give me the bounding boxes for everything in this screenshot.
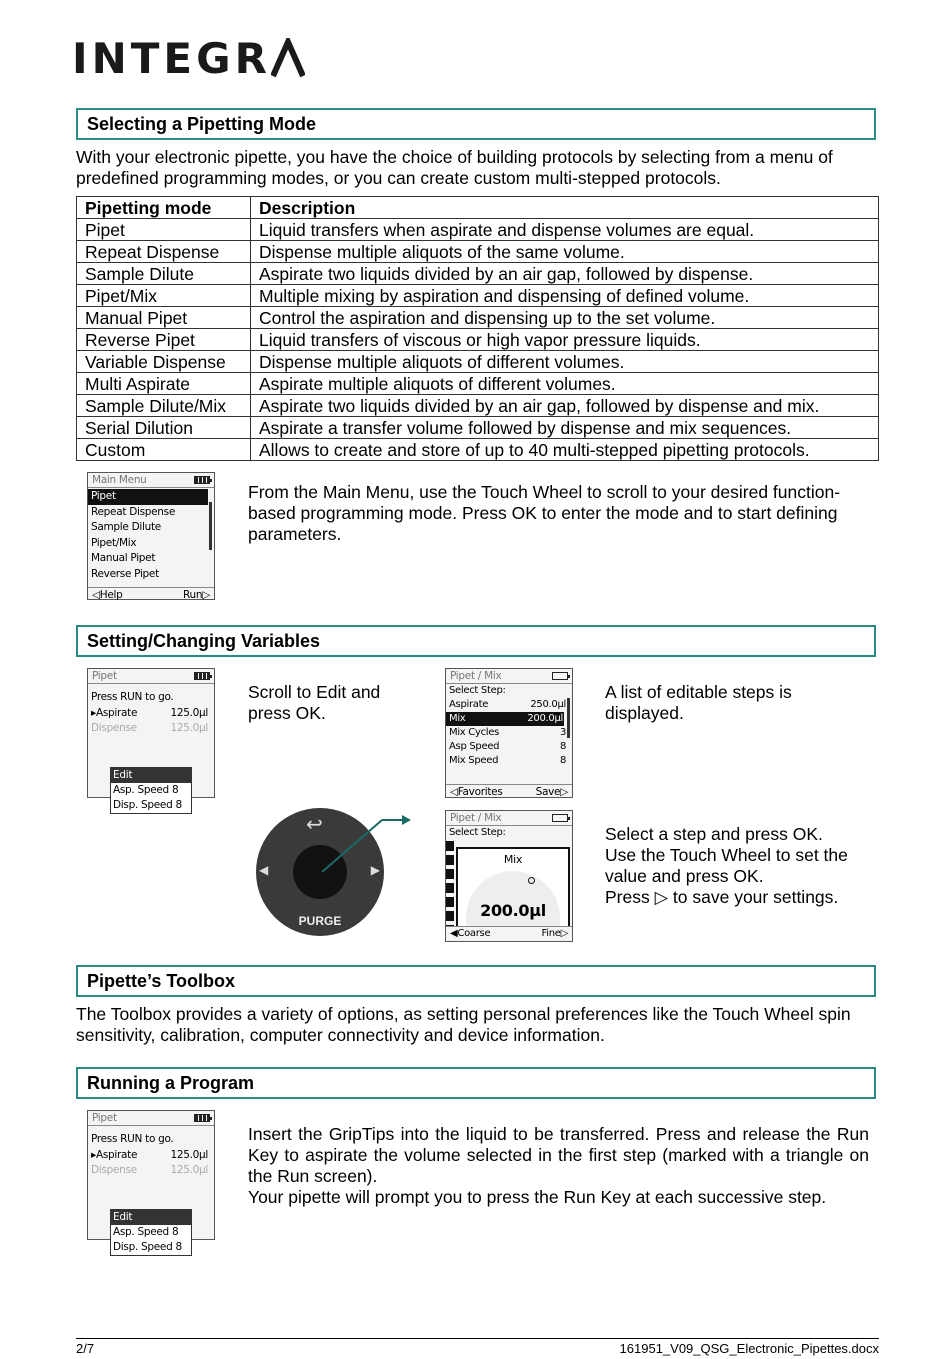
- pipetting-modes-table: [76, 196, 879, 461]
- running-instructions: [248, 1124, 869, 1208]
- table-row: [77, 263, 879, 285]
- mode-cell: Sample Dilute: [77, 263, 251, 285]
- table-row: [77, 417, 879, 439]
- scroll-instruction: Scroll to Edit and press OK.: [248, 682, 381, 723]
- battery-icon: [194, 476, 210, 484]
- table-row: [77, 439, 879, 461]
- submenu-item: Disp. Speed 8: [113, 1241, 182, 1253]
- screen-title: Main Menu: [88, 473, 214, 488]
- submenu-item: Edit: [111, 768, 191, 783]
- screen-footer: ◀Coarse Fine▷: [446, 926, 572, 941]
- description-cell: Aspirate two liquids divided by an air gap, followed by dispense and mix.: [251, 395, 879, 417]
- run-prompt: Press RUN to go.: [91, 1133, 174, 1145]
- submenu-item: Asp. Speed 8: [113, 1226, 179, 1238]
- value-popup: [456, 847, 570, 933]
- step-row: Mix 200.0µl: [446, 712, 564, 726]
- battery-icon: [194, 1114, 210, 1122]
- mode-cell: Reverse Pipet: [77, 329, 251, 351]
- dispense-row: Dispense 125.0µl: [91, 722, 208, 735]
- menu-item: Sample Dilute: [91, 521, 161, 534]
- mode-cell: Repeat Dispense: [77, 241, 251, 263]
- table-row: [77, 307, 879, 329]
- submenu-item: Asp. Speed 8: [113, 784, 179, 796]
- page-number: 2/7: [76, 1341, 95, 1356]
- description-cell: Aspirate a transfer volume followed by dispense and mix sequences.: [251, 417, 879, 439]
- toolbox-paragraph: The Toolbox provides a variety of options, as setting personal preferences like the Touch Wheel spin sensitivity, calibration, computer connectivity and device information.: [76, 1004, 851, 1045]
- pointer-arrow: [318, 812, 414, 876]
- document-filename: 161951_V09_QSG_Electronic_Pipettes.docx: [619, 1341, 879, 1356]
- main-menu-description: From the Main Menu, use the Touch Wheel to scroll to your desired function-based programming mode. Press OK to enter the mode and to start defining parameters.: [248, 482, 841, 544]
- aspirate-row: ▸Aspirate 125.0µl: [91, 1148, 208, 1161]
- battery-icon: [552, 814, 568, 822]
- table-row: [77, 351, 879, 373]
- screen-footer: ◁Help Run▷: [88, 587, 214, 602]
- section-running: Running a Program: [76, 1067, 876, 1099]
- table-row: [77, 285, 879, 307]
- screen-title: Pipet / Mix: [446, 811, 572, 826]
- screen-title: Pipet / Mix: [446, 669, 572, 684]
- pipet-mix-screen: [445, 668, 573, 798]
- instruction-line: Select a step and press OK.: [605, 824, 823, 844]
- description-cell: Liquid transfers of viscous or high vapor pressure liquids.: [251, 329, 879, 351]
- select-step-instructions: [605, 824, 879, 908]
- screen-title: Pipet: [88, 669, 214, 684]
- table-header-row: [77, 197, 879, 219]
- pipet-run-screen-2: [87, 1110, 215, 1253]
- step-row: Mix Speed 8: [449, 755, 566, 766]
- step-header: Select Step:: [449, 827, 506, 838]
- description-cell: Control the aspiration and dispensing up to the set volume.: [251, 307, 879, 329]
- footer-rule: [76, 1338, 879, 1339]
- run-prompt: Press RUN to go.: [91, 691, 174, 703]
- aspirate-row: ▸Aspirate 125.0µl: [91, 706, 208, 719]
- intro-paragraph: With your electronic pipette, you have the choice of building protocols by selecting from a menu of predefined programming modes, or you can create custom multi-stepped protocols.: [76, 147, 833, 188]
- description-cell: Aspirate multiple aliquots of different volumes.: [251, 373, 879, 395]
- menu-item: Pipet/Mix: [91, 536, 137, 549]
- description-cell: Dispense multiple aliquots of different volumes.: [251, 351, 879, 373]
- section-selecting-mode: Selecting a Pipetting Mode: [76, 108, 876, 140]
- mix-edit-screen: [445, 810, 573, 942]
- description-cell: Liquid transfers when aspirate and dispense volumes are equal.: [251, 219, 879, 241]
- purge-label: PURGE: [298, 914, 342, 928]
- step-row: Aspirate 250.0µl: [449, 699, 566, 710]
- mode-cell: Pipet/Mix: [77, 285, 251, 307]
- pipet-run-screen: [87, 668, 215, 811]
- submenu-item: Disp. Speed 8: [113, 799, 182, 811]
- edit-submenu: [110, 1209, 192, 1256]
- edit-submenu: [110, 767, 192, 814]
- battery-icon: [552, 672, 568, 680]
- header-description: Description: [251, 197, 879, 219]
- description-cell: Aspirate two liquids divided by an air gap, followed by dispense.: [251, 263, 879, 285]
- menu-item: Reverse Pipet: [91, 567, 159, 580]
- step-header: Select Step:: [449, 685, 506, 696]
- table-row: [77, 219, 879, 241]
- table-row: [77, 373, 879, 395]
- running-paragraph: Insert the GripTips into the liquid to be transferred. Press and release the Run Key to aspirate the volume selected in the first step (marked with a triangle on the Run screen).: [248, 1124, 869, 1186]
- mode-cell: Multi Aspirate: [77, 373, 251, 395]
- screen-footer: ◁Favorites Save▷: [446, 784, 572, 799]
- step-row: Mix Cycles 3: [449, 727, 566, 738]
- running-paragraph: Your pipette will prompt you to press the Run Key at each successive step.: [248, 1187, 827, 1207]
- table-row: [77, 329, 879, 351]
- step-row: Asp Speed 8: [449, 741, 566, 752]
- mode-cell: Serial Dilution: [77, 417, 251, 439]
- battery-icon: [194, 672, 210, 680]
- mode-cell: Variable Dispense: [77, 351, 251, 373]
- mode-cell: Manual Pipet: [77, 307, 251, 329]
- submenu-item: Edit: [111, 1210, 191, 1225]
- section-setting-variables: Setting/Changing Variables: [76, 625, 876, 657]
- instruction-line: Press ▷ to save your settings.: [605, 887, 839, 907]
- mode-cell: Custom: [77, 439, 251, 461]
- menu-item: Repeat Dispense: [91, 505, 175, 518]
- dispense-row: Dispense 125.0µl: [91, 1164, 208, 1177]
- menu-item: Manual Pipet: [91, 552, 156, 565]
- screen-title: Pipet: [88, 1111, 214, 1126]
- section-toolbox: Pipette’s Toolbox: [76, 965, 876, 997]
- popup-value: 200.0µl: [480, 901, 546, 920]
- integra-logo: INTEGR: [72, 36, 305, 82]
- scrollbar: [209, 502, 212, 550]
- right-arrow-icon: ▶: [370, 863, 380, 877]
- scrollbar: [567, 698, 570, 738]
- table-row: [77, 395, 879, 417]
- mode-cell: Pipet: [77, 219, 251, 241]
- table-row: [77, 241, 879, 263]
- dial-knob-icon: [528, 877, 535, 884]
- left-arrow-icon: ◀: [259, 863, 269, 877]
- mode-cell: Sample Dilute/Mix: [77, 395, 251, 417]
- header-mode: Pipetting mode: [77, 197, 251, 219]
- background-rows: [446, 841, 454, 929]
- menu-item: Pipet: [88, 489, 208, 505]
- description-cell: Dispense multiple aliquots of the same volume.: [251, 241, 879, 263]
- return-icon: ↩: [306, 814, 323, 836]
- description-cell: Allows to create and store of up to 40 multi-stepped pipetting protocols.: [251, 439, 879, 461]
- popup-title: Mix: [503, 853, 523, 866]
- main-menu-screen: [87, 472, 215, 600]
- steps-list-description: A list of editable steps is displayed.: [605, 682, 792, 723]
- instruction-line: Use the Touch Wheel to set the value and press OK.: [605, 845, 848, 886]
- description-cell: Multiple mixing by aspiration and dispensing of defined volume.: [251, 285, 879, 307]
